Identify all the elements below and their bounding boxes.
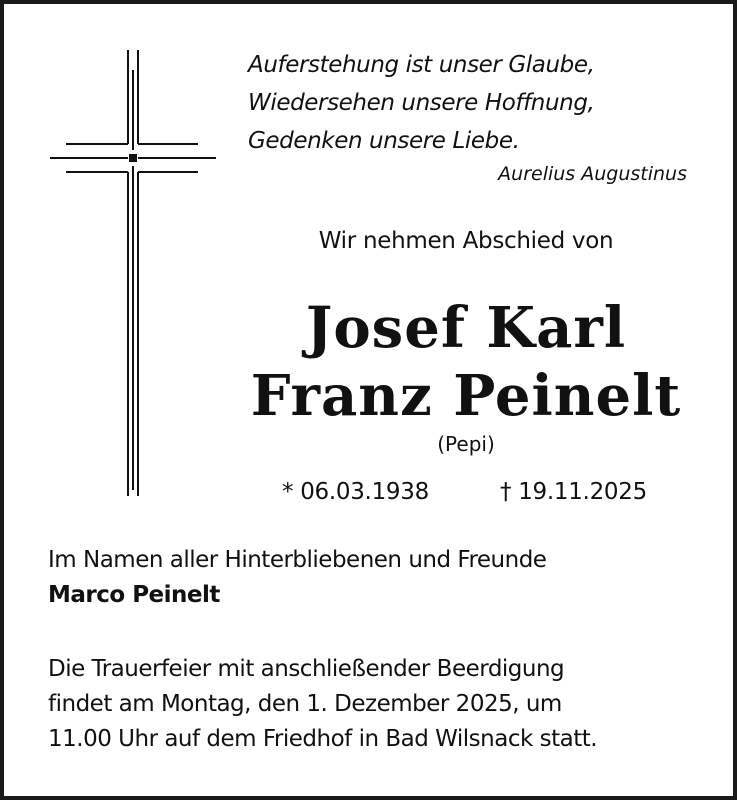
family-statement: Im Namen aller Hinterbliebenen und Freunde — [48, 547, 547, 573]
quote-line: Wiedersehen unsere Hoffnung, — [248, 90, 595, 116]
quote-line: Auferstehung ist unser Glaube, — [248, 52, 595, 78]
death-date: † 19.11.2025 — [500, 479, 647, 505]
deceased-name — [228, 294, 704, 430]
quote — [248, 46, 718, 160]
quote-line: Gedenken unsere Liebe. — [248, 128, 520, 154]
family-block — [48, 543, 546, 613]
funeral-line: Die Trauerfeier mit anschließender Beerdigung — [48, 656, 565, 682]
name-line-2: Franz Peinelt — [250, 363, 682, 429]
birth-date: * 06.03.1938 — [282, 479, 429, 505]
name-line-1: Josef Karl — [305, 295, 627, 361]
nickname: (Pepi) — [437, 432, 495, 456]
quote-author: Aurelius Augustinus — [498, 163, 687, 185]
signer-name: Marco Peinelt — [48, 582, 220, 608]
funeral-info — [48, 652, 597, 757]
funeral-line: findet am Montag, den 1. Dezember 2025, um — [48, 691, 562, 717]
cross-icon — [48, 50, 218, 500]
farewell-intro: Wir nehmen Abschied von — [318, 228, 614, 254]
funeral-line: 11.00 Uhr auf dem Friedhof in Bad Wilsnack statt. — [48, 726, 598, 752]
